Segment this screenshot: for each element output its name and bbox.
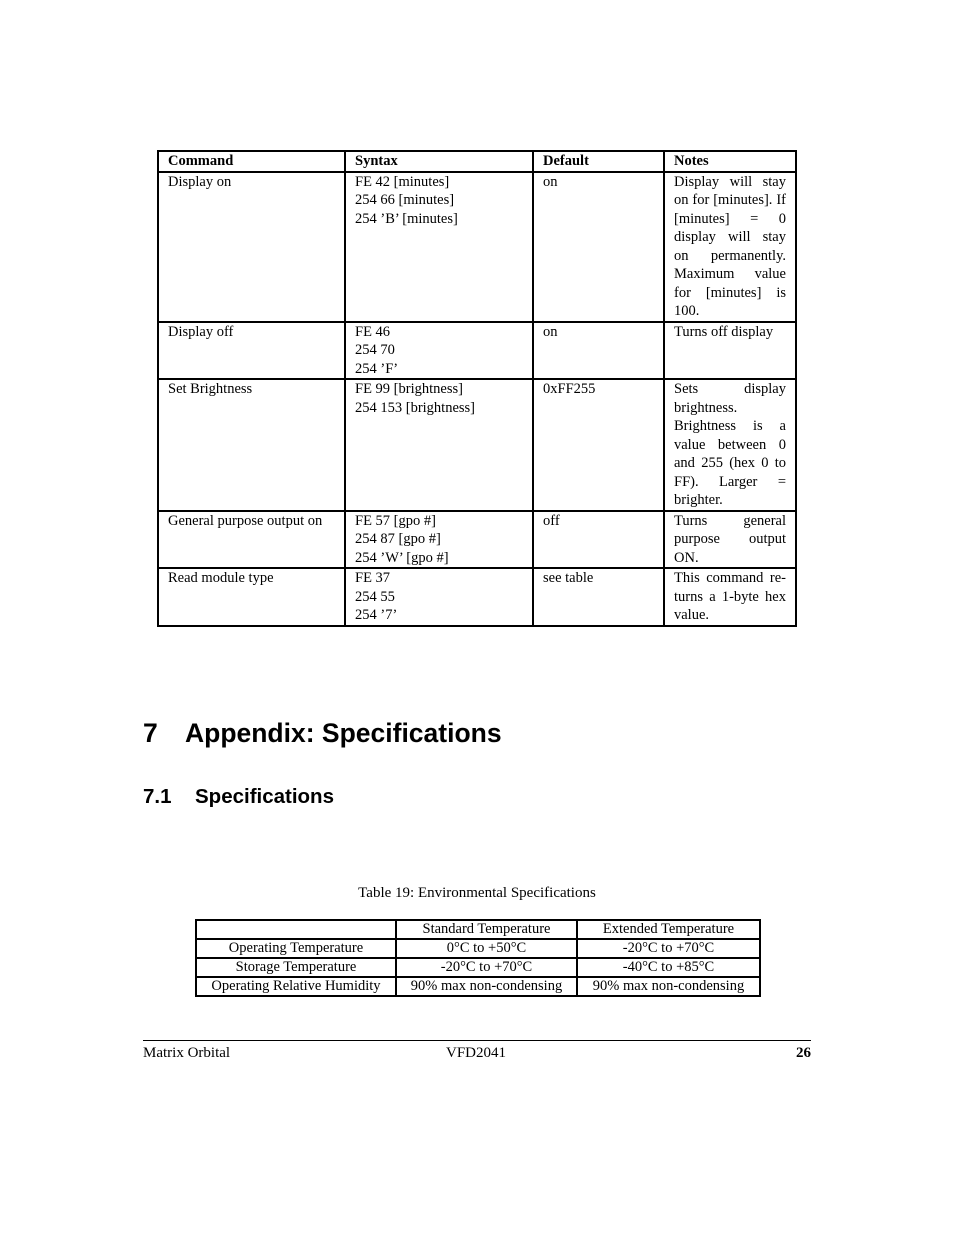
syntax-line: 254 153 [brightness] — [355, 399, 476, 416]
extended-value: -40°C to +85°C — [577, 958, 760, 977]
command-table — [157, 150, 797, 627]
notes-cell: This command returns a 1-byte hex value. — [664, 568, 796, 626]
header-blank — [196, 920, 396, 939]
syntax-line: FE 46 — [355, 323, 391, 340]
syntax-line: 254 70 — [355, 342, 395, 358]
default-cell: on — [533, 172, 664, 322]
extended-value: -20°C to +70°C — [577, 939, 760, 958]
row-label: Storage Temperature — [196, 958, 396, 977]
table-row — [196, 939, 760, 958]
header-command: Command — [158, 151, 345, 172]
section-title — [143, 718, 502, 749]
syntax-line: FE 37 — [355, 570, 391, 586]
syntax-line: 254 ’F’ — [355, 360, 399, 377]
command-cell: Set Brightness — [158, 379, 345, 511]
header-notes: Notes — [664, 151, 796, 172]
environmental-spec-table — [195, 919, 761, 997]
header-standard-temperature: Standard Temperature — [396, 920, 577, 939]
subsection-number: 7.1 — [143, 785, 172, 808]
table-row — [158, 379, 796, 511]
table-row — [158, 511, 796, 569]
syntax-line: FE 99 [brightness] — [355, 381, 463, 397]
section-number: 7 — [143, 718, 158, 748]
header-syntax: Syntax — [345, 151, 533, 172]
syntax-line: 254 66 [minutes] — [355, 192, 455, 208]
syntax-line: 254 87 [gpo #] — [355, 531, 441, 547]
syntax-line: 254 55 — [355, 588, 395, 605]
notes-cell: Turns off display — [664, 322, 796, 380]
footer-company: Matrix Orbital — [143, 1045, 231, 1061]
notes-cell: Display will stay on for [minutes]. If [minutes] = 0 display will stay on permanently. Maximum value for [minutes] is 100. — [664, 172, 796, 322]
default-cell: off — [533, 511, 664, 569]
section-heading-text: Appendix: Specifications — [185, 718, 502, 748]
header-default: Default — [533, 151, 664, 172]
syntax-cell — [345, 379, 533, 511]
table-row — [158, 172, 796, 322]
row-label: Operating Temperature — [196, 939, 396, 958]
table-row — [196, 977, 760, 996]
syntax-cell — [345, 511, 533, 569]
command-cell: Display off — [158, 322, 345, 380]
syntax-cell — [345, 322, 533, 380]
default-cell: see table — [533, 568, 664, 626]
notes-cell: Sets display brightness. Brightness is a value between 0 and 255 (hex 0 to FF). Larger = brighter. — [664, 379, 796, 511]
command-cell: Read module type — [158, 568, 345, 626]
syntax-line: 254 ’7’ — [355, 607, 398, 623]
command-cell: Display on — [158, 172, 345, 322]
command-cell: General purpose output on — [158, 511, 345, 569]
notes-cell: Turns general purpose output ON. — [664, 511, 796, 569]
table-header-row — [196, 920, 760, 939]
extended-value: 90% max non-condensing — [577, 977, 760, 996]
standard-value: -20°C to +70°C — [396, 958, 577, 977]
footer-divider — [143, 1040, 811, 1041]
syntax-cell — [345, 568, 533, 626]
default-cell: 0xFF255 — [533, 379, 664, 511]
page-number: 26 — [796, 1045, 811, 1061]
syntax-line: 254 ’W’ [gpo #] — [355, 549, 449, 566]
syntax-line: FE 42 [minutes] — [355, 173, 450, 190]
default-cell: on — [533, 322, 664, 380]
syntax-cell — [345, 172, 533, 322]
table-row — [158, 322, 796, 380]
row-label: Operating Relative Humidity — [196, 977, 396, 996]
subsection-heading-text: Specifications — [195, 785, 334, 808]
table-row — [158, 568, 796, 626]
header-extended-temperature: Extended Temperature — [577, 920, 760, 939]
standard-value: 0°C to +50°C — [396, 939, 577, 958]
syntax-line: FE 57 [gpo #] — [355, 512, 436, 529]
syntax-line: 254 ’B’ [minutes] — [355, 210, 458, 227]
standard-value: 90% max non-condensing — [396, 977, 577, 996]
footer-model: VFD2041 — [446, 1045, 507, 1061]
table-header-row — [158, 151, 796, 172]
table-row — [196, 958, 760, 977]
subsection-title — [143, 785, 334, 809]
table-caption: Table 19: Environmental Specifications — [358, 885, 596, 901]
